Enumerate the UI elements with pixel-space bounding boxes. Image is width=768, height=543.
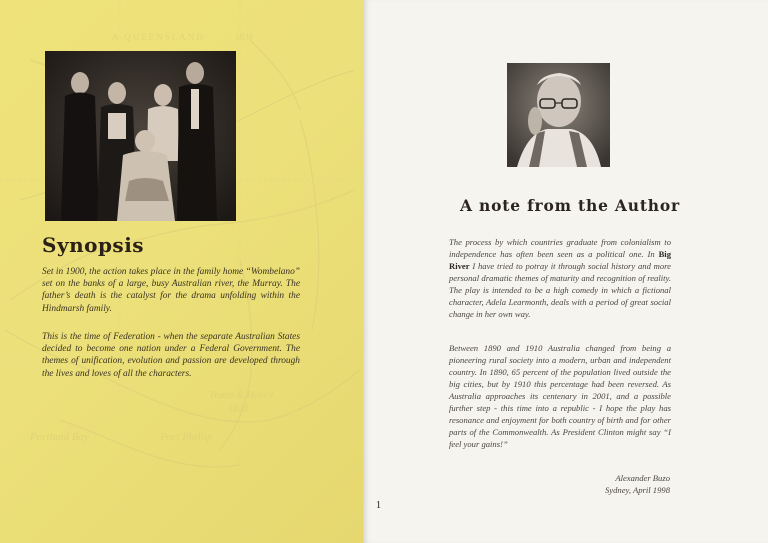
left-page (0, 0, 363, 543)
cast-photo (45, 51, 236, 221)
paragraph-1-text-end: I have tried to potray it through social history and more personal dramatic themes of maturity and recognition of reality. The play is intended to be a high comedy in which a fictional character, Adela Learmonth, deals with a period of great social change in her own way. (449, 261, 671, 320)
author-name: Alexander Buzo (615, 473, 670, 483)
map-label-year-1824: 1824 (228, 404, 248, 415)
map-label-hume-hovell: Hume & Hovell (210, 390, 274, 401)
synopsis-paragraph-2: This is the time of Federation - when the separate Australian States decided to become one nation under a Federal Government. The themes of unification, evolution and passion are developed through the lives and loves of all the characters. (42, 332, 300, 379)
synopsis-paragraph-1: Set in 1900, the action takes place in the family home “Wombelano” set on the banks of a large, busy Australian river, the Murray. The father’s death is the catalyst for the drama unfolding within the Hindmarsh family. (42, 267, 300, 314)
author-note-paragraph-2: Between 1890 and 1910 Australia changed from being a pioneering rural society into a modern, urban and independent country. In 1890, 65 percent of the population lived outside the big cities, but by 1910 this percentage had been reversed. As Australia approaches its centenary in 2001, and a possible further step - this time into a republic - I hope the play has resonance and enjoyment for both country of birth and for other parts of the Commonwealth. As President Clinton might say “I feel your gains!” (449, 343, 671, 450)
page-number: 1 (376, 500, 381, 511)
map-label-queensland: A QUEENSLAND (112, 32, 205, 42)
map-label-year-1838: 1838 (235, 32, 253, 42)
map-label-port-phillip: Port Phillip (160, 431, 213, 443)
map-label-portland-bay: Portland Bay (30, 431, 89, 443)
author-photo (507, 63, 610, 167)
synopsis-heading: Synopsis (42, 233, 145, 257)
signature-place-date: Sydney, April 1998 (604, 485, 670, 495)
play-title-big-river: Big River (449, 249, 671, 272)
paragraph-1-text-start: The process by which countries graduate from colonialism to independence has often been seen as a political one. In (449, 237, 671, 260)
author-signature (560, 472, 670, 496)
author-note-paragraph-1 (449, 236, 671, 320)
author-note-heading: A note from the Author (460, 196, 680, 215)
